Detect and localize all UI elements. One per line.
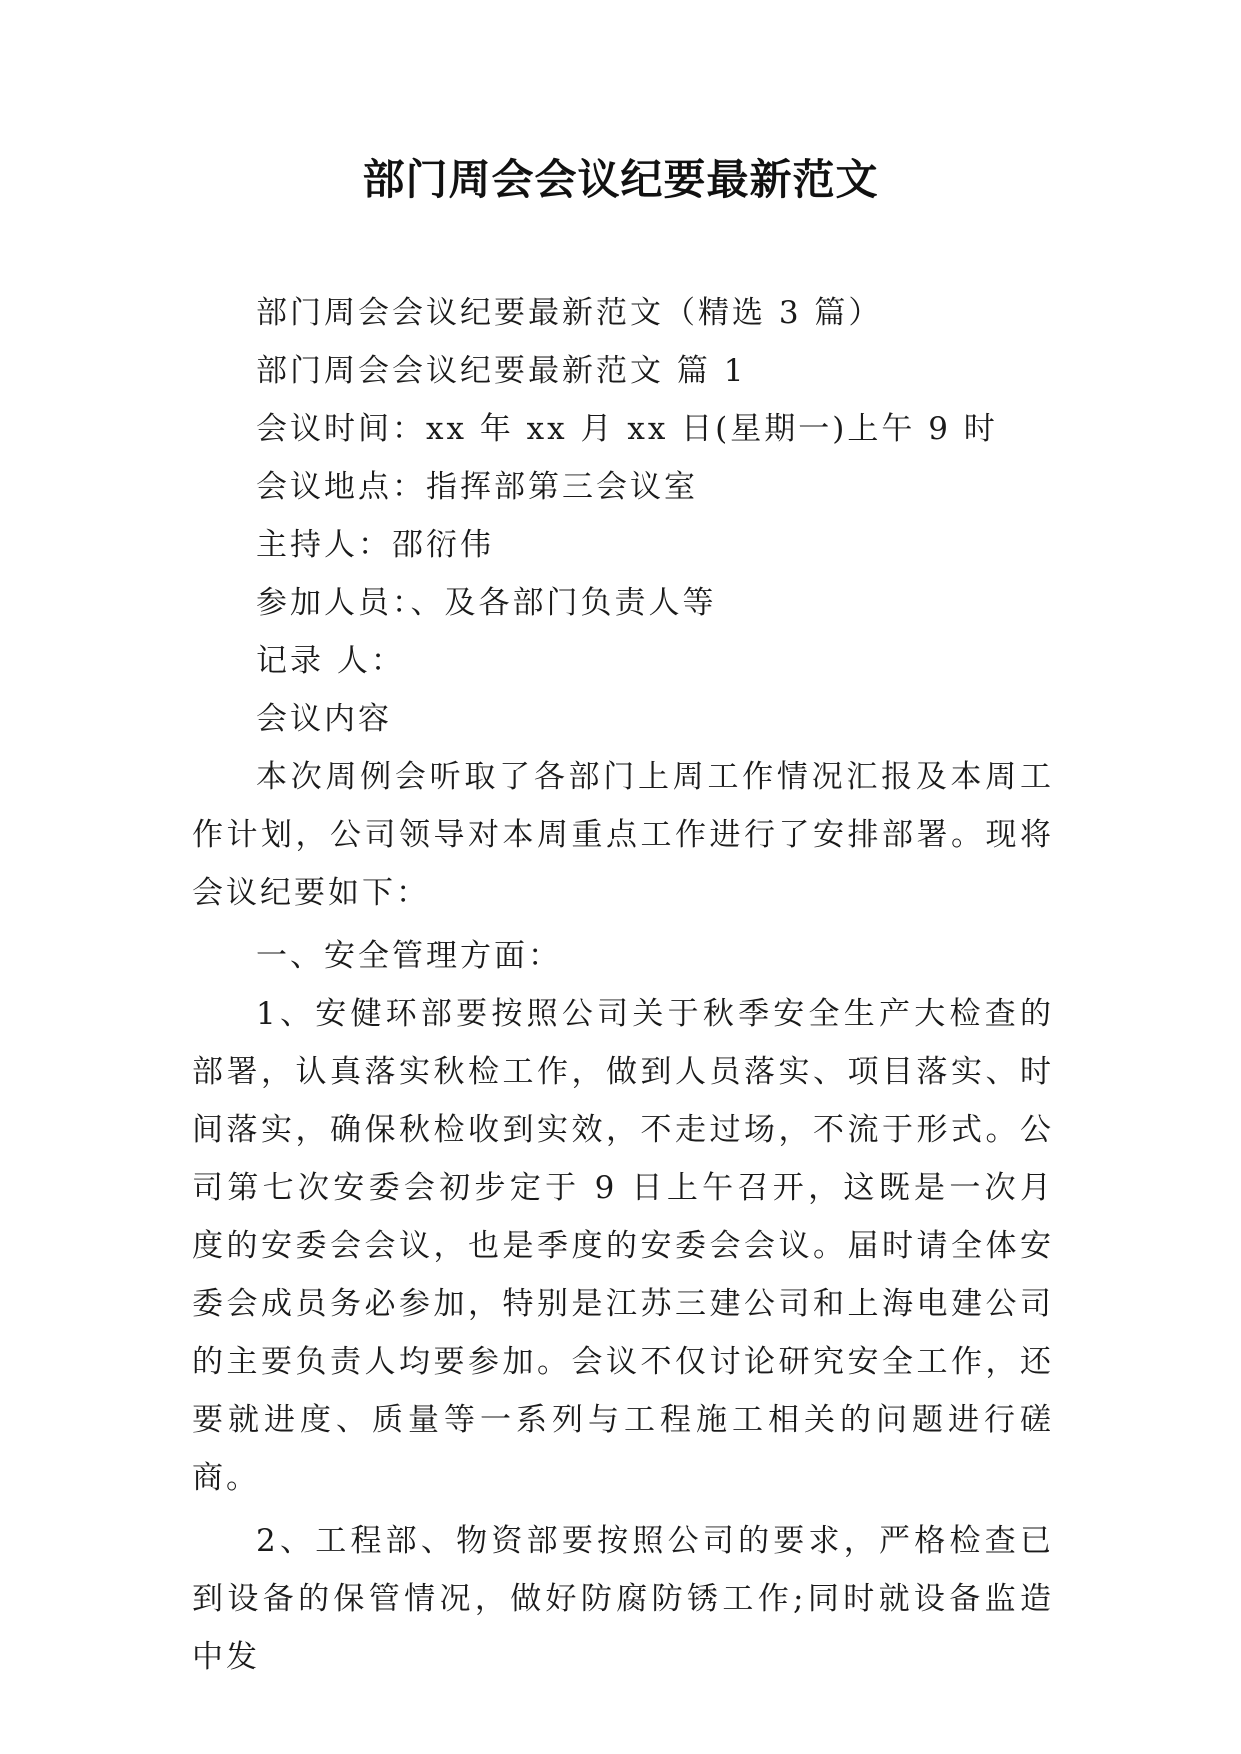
safety-item-2: 2、工程部、物资部要按照公司的要求，严格检查已到设备的保管情况，做好防腐防锈工作;同时就设备监造中发 — [192, 1523, 1054, 1675]
subtitle-line: 部门周会会议纪要最新范文（精选 3 篇） — [256, 295, 883, 331]
document-body — [192, 284, 1054, 1686]
meeting-place: 会议地点：指挥部第三会议室 — [256, 469, 698, 505]
meeting-recorder: 记录 人： — [256, 643, 405, 679]
meeting-attendees: 参加人员：、及各部门负责人等 — [256, 585, 717, 621]
meeting-host: 主持人：邵衍伟 — [256, 527, 494, 563]
section-heading: 部门周会会议纪要最新范文 篇 1 — [256, 353, 747, 389]
meeting-time: 会议时间：xx 年 xx 月 xx 日(星期一)上午 9 时 — [256, 411, 998, 447]
document-title: 部门周会会议纪要最新范文 — [362, 155, 879, 204]
safety-item-1: 1、安健环部要按照公司关于秋季安全生产大检查的部署，认真落实秋检工作，做到人员落实、项目落实、时间落实，确保秋检收到实效，不走过场，不流于形式。公司第七次安委会初步定于 9 日上午召开，这既是一次月度的安委会会议，也是季度的安委会会议。届时请全体安委会成员务必参加，特别是江苏三建公司和上海电建公司的主要负责人均要参加。会议不仅讨论研究安全工作，还要就进度、质量等一系列与工程施工相关的问题进行磋商。 — [192, 996, 1054, 1496]
content-heading: 会议内容 — [256, 701, 392, 737]
intro-paragraph: 本次周例会听取了各部门上周工作情况汇报及本周工作计划，公司领导对本周重点工作进行了安排部署。现将会议纪要如下： — [192, 759, 1054, 911]
safety-heading: 一、安全管理方面： — [256, 938, 562, 974]
